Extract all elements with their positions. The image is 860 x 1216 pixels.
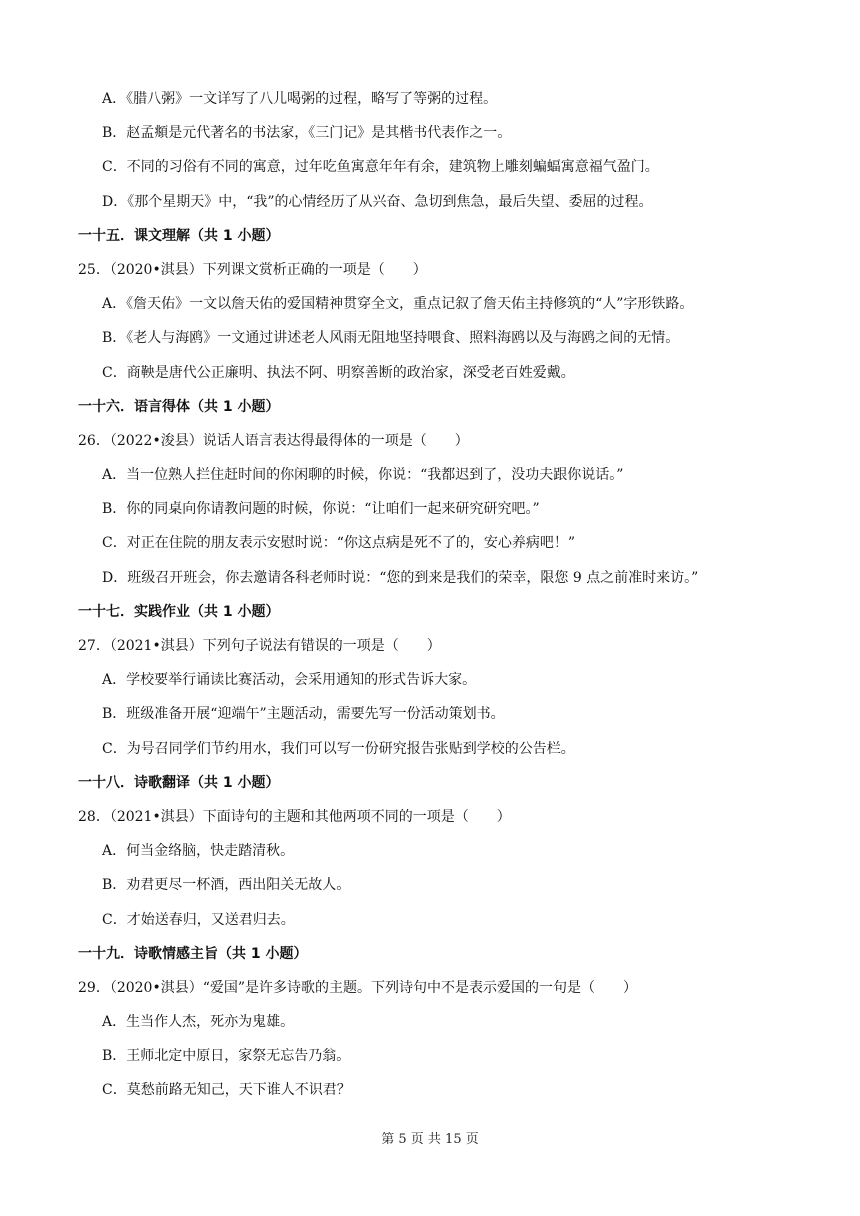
page-footer: 第 5 页 共 15 页 (381, 1132, 479, 1147)
q26-option-c: C．对正在住院的朋友表示安慰时说：“你这点病是死不了的，安心养病吧！” (102, 535, 576, 552)
q25-option-a: A．《詹天佑》一文以詹天佑的爱国精神贯穿全文，重点记叙了詹天佑主持修筑的“人”字形铁路。 (102, 296, 694, 313)
q26-option-d: D．班级召开班会，你去邀请各科老师时说：“您的到来是我们的荣幸，限您 9 点之前准时来访。” (102, 569, 699, 586)
q27-option-a: A．学校要举行诵读比赛活动，会采用通知的形式告诉大家。 (102, 672, 477, 689)
q24-option-a: A．《腊八粥》一文详写了八儿喝粥的过程，略写了等粥的过程。 (102, 91, 498, 107)
section-heading: 一十六．语言得体（共 1 小题） (78, 398, 280, 415)
q28-option-c: C．才始送春归，又送君归去。 (102, 911, 295, 928)
q28-option-a: A．何当金络脑，快走踏清秋。 (102, 843, 295, 860)
q26-option-b: B．你的同桌向你请教问题的时候，你说：“让咱们一起来研究研究吧。” (102, 501, 540, 518)
q27-option-b: B．班级准备开展“迎端午”主题活动，需要先写一份活动策划书。 (102, 706, 505, 723)
q29-option-a: A．生当作人杰，死亦为鬼雄。 (102, 1014, 295, 1031)
q24-option-c: C．不同的习俗有不同的寓意，过年吃鱼寓意年年有余，建筑物上雕刻蝙蝠寓意福气盈门。 (102, 159, 659, 176)
page-content (78, 82, 798, 1108)
q28-option-b: B．劝君更尽一杯酒，西出阳关无故人。 (102, 877, 351, 894)
q24-option-d: D．《那个星期天》中，“我”的心情经历了从兴奋、急切到焦急，最后失望、委屈的过程。 (102, 193, 653, 210)
q26-option-a: A．当一位熟人拦住赶时间的你闲聊的时候，你说：“我都迟到了，没功夫跟你说话。” (102, 467, 624, 484)
question-29: 29．（2020•淇县）“爱国”是许多诗歌的主题。下列诗句中不是表示爱国的一句是（ ） (78, 979, 638, 996)
question-26: 26．（2022•浚县）说话人语言表达得最得体的一项是（ ） (78, 432, 469, 449)
section-heading: 一十五．课文理解（共 1 小题） (78, 227, 280, 244)
question-25: 25．（2020•淇县）下列课文赏析正确的一项是（ ） (78, 261, 427, 278)
q27-option-c: C．为号召同学们节约用水，我们可以写一份研究报告张贴到学校的公告栏。 (102, 740, 575, 757)
q29-option-c: C．莫愁前路无知己，天下谁人不识君？ (102, 1082, 351, 1099)
section-heading: 一十九．诗歌情感主旨（共 1 小题） (78, 945, 308, 962)
question-28: 28．（2021•淇县）下面诗句的主题和其他两项不同的一项是（ ） (78, 808, 511, 825)
q29-option-b: B．王师北定中原日，家祭无忘告乃翁。 (102, 1048, 351, 1065)
section-heading: 一十八．诗歌翻译（共 1 小题） (78, 774, 280, 791)
q25-option-b: B．《老人与海鸥》一文通过讲述老人风雨无阻地坚持喂食、照料海鸥以及与海鸥之间的无情。 (102, 330, 680, 347)
q25-option-c: C．商鞅是唐代公正廉明、执法不阿、明察善断的政治家，深受老百姓爱戴。 (102, 364, 575, 381)
section-heading: 一十七．实践作业（共 1 小题） (78, 603, 280, 620)
q24-option-b: B．赵孟頫是元代著名的书法家，《三门记》是其楷书代表作之一。 (102, 125, 512, 142)
question-27: 27．（2021•淇县）下列句子说法有错误的一项是（ ） (78, 638, 441, 654)
